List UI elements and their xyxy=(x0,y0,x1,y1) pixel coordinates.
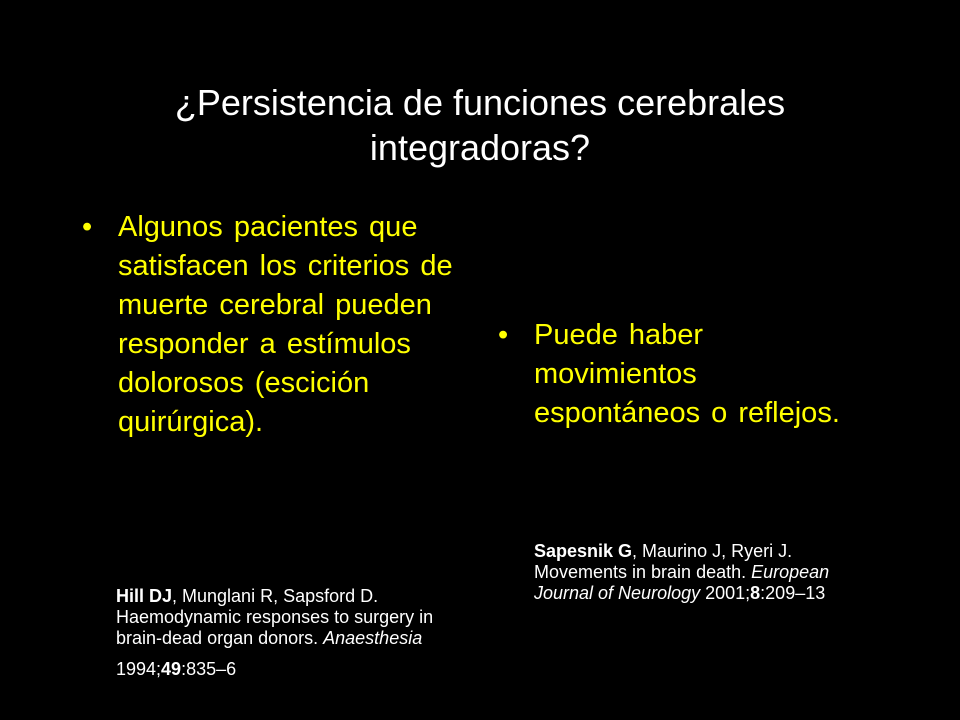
right-reference xyxy=(534,541,864,604)
bullet-icon: • xyxy=(498,319,509,351)
left-ref-journal: Anaesthesia xyxy=(323,628,423,648)
left-bullet xyxy=(82,208,472,442)
left-reference xyxy=(116,586,466,680)
right-bullet xyxy=(498,316,858,433)
title-line-1: ¿Persistencia de funciones cerebrales xyxy=(174,82,786,123)
right-column xyxy=(498,316,858,433)
right-ref-pages: :209–13 xyxy=(760,583,826,603)
left-ref-volume: 49 xyxy=(161,659,182,679)
right-ref-authors-rest: , Maurino J, Ryeri J. Movements in brain death. xyxy=(534,541,793,582)
right-bullet-text: Puede haber movimientos espontáneos o reflejos. xyxy=(534,319,840,429)
right-ref-journal: European Journal of Neurology xyxy=(534,562,830,603)
left-ref-year: 1994; xyxy=(116,659,162,679)
left-ref-pages: :835–6 xyxy=(181,659,237,679)
left-ref-authors-rest: , Munglani R, Sapsford D. Haemodynamic responses to surgery in brain-dead organ donors. xyxy=(116,586,434,648)
left-bullet-text: Algunos pacientes que satisfacen los criterios de muerte cerebral pueden responder a estímulos dolorosos (escición quirúrgica). xyxy=(118,211,453,438)
slide-title xyxy=(60,80,900,170)
right-ref-volume: 8 xyxy=(750,583,761,603)
left-ref-author: Hill DJ xyxy=(116,586,173,606)
right-ref-author: Sapesnik G xyxy=(534,541,633,561)
title-line-2: integradoras? xyxy=(369,127,591,168)
bullet-icon: • xyxy=(82,211,93,243)
left-column xyxy=(82,208,472,442)
right-ref-year: 2001; xyxy=(700,583,751,603)
